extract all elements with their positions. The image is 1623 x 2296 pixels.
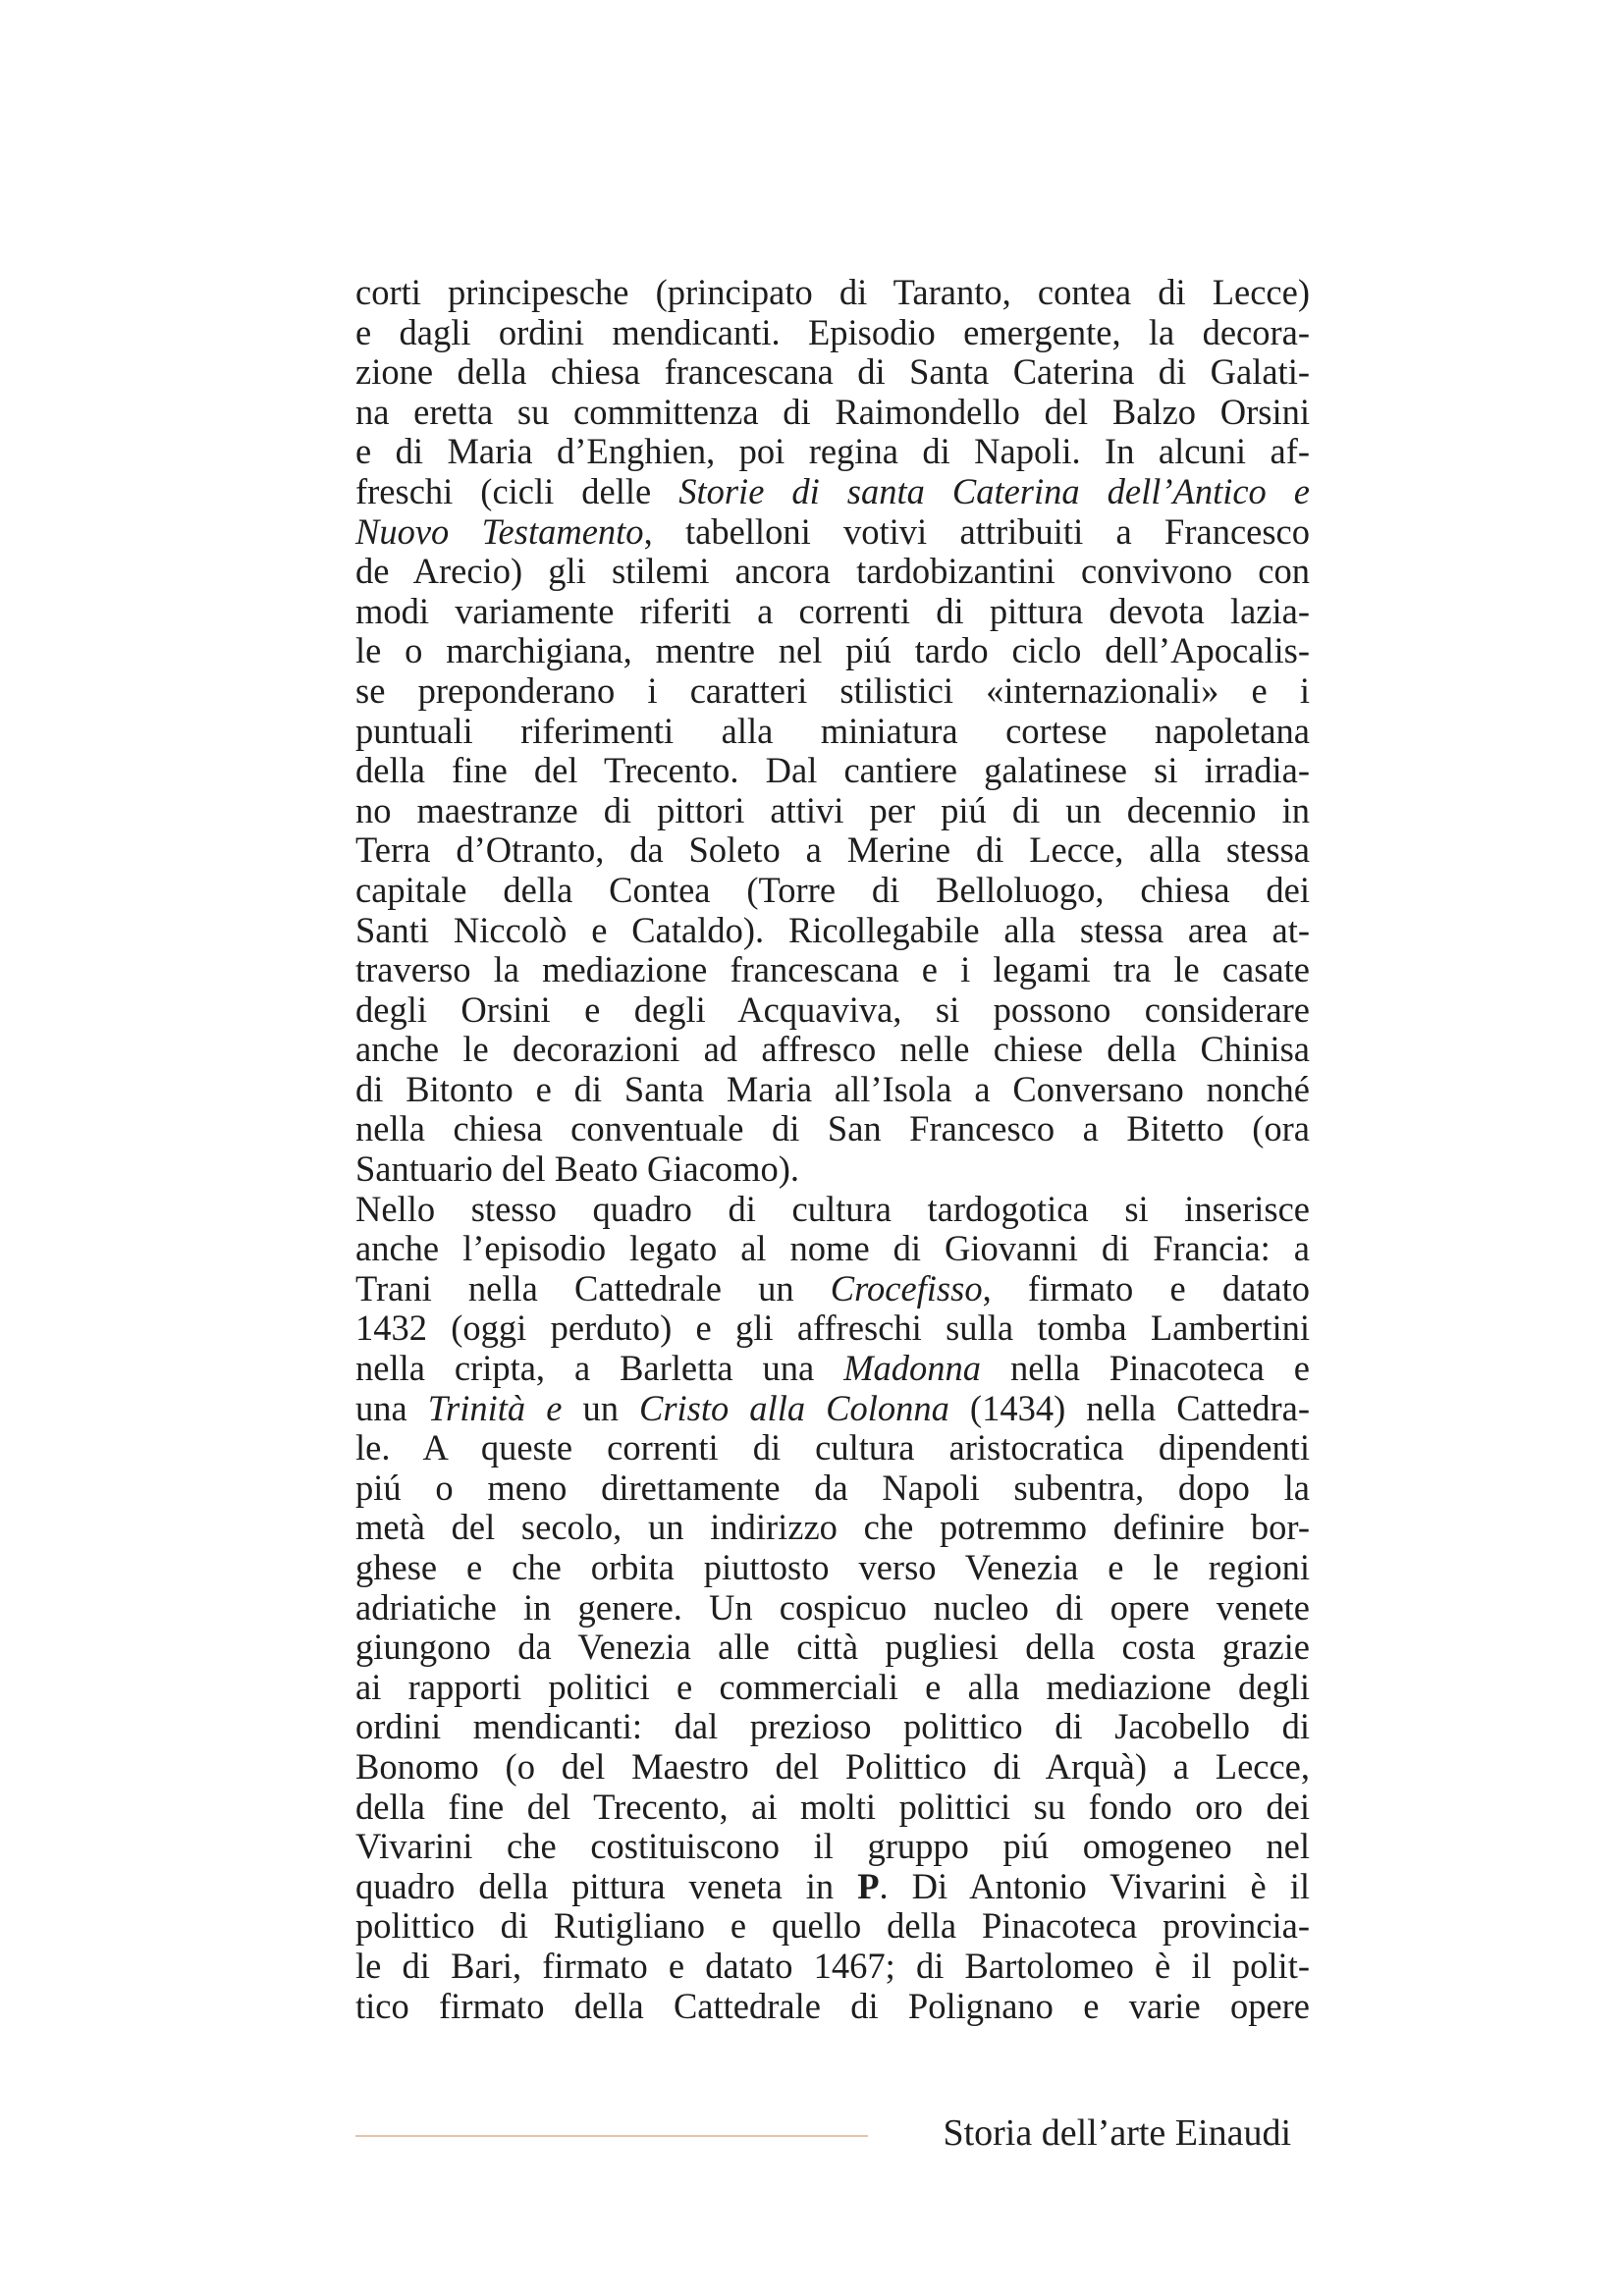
- text-line: [355, 1308, 1310, 1349]
- text-line: [355, 911, 1310, 951]
- text-run: degli Orsini e degli Acquaviva, si possono considerare: [355, 988, 1310, 1030]
- text-line: [355, 1109, 1310, 1149]
- text-run: . Di Antonio Vivarini è il: [879, 1865, 1310, 1906]
- text-run: un: [562, 1387, 639, 1428]
- text-line: [355, 712, 1310, 752]
- text-run: polittico di Rutigliano e quello della Pinacoteca provincia-: [355, 1905, 1310, 1947]
- text-line: [355, 1389, 1310, 1429]
- text-line: [355, 1867, 1310, 1907]
- text-run: Santuario del Beato Giacomo).: [355, 1148, 800, 1190]
- text-run: Nello stesso quadro di cultura tardogotica si inserisce: [355, 1188, 1310, 1229]
- text-run: Santi Niccolò e Cataldo). Ricollegabile alla stessa area at-: [355, 909, 1310, 950]
- text-line: [355, 1668, 1310, 1708]
- text-line: [355, 990, 1310, 1031]
- text-line: [355, 950, 1310, 990]
- text-run: adriatiche in genere. Un cospicuo nucleo di opere venete: [355, 1586, 1310, 1628]
- text-run: Vivarini che costituiscono il gruppo piú omogeneo nel: [355, 1826, 1310, 1867]
- text-run: se preponderano i caratteri stilistici «internazionali» e i: [355, 669, 1310, 711]
- italic-title: Madonna: [843, 1348, 982, 1389]
- text-run: Trani nella Cattedrale un: [355, 1267, 831, 1308]
- text-line: [355, 1906, 1310, 1947]
- text-line: [355, 1349, 1310, 1389]
- text-line: [355, 1149, 1310, 1190]
- text-line: [355, 1827, 1310, 1867]
- text-line: [355, 1070, 1310, 1110]
- text-run: piú o meno direttamente da Napoli subentra, dopo la: [355, 1467, 1310, 1508]
- text-run: nella chiesa conventuale di San Francesco a Bitetto (ora: [355, 1108, 1310, 1149]
- text-line: [355, 1229, 1310, 1269]
- text-run: le di Bari, firmato e datato 1467; di Bartolomeo è il polit-: [355, 1945, 1310, 1986]
- text-run: Terra d’Otranto, da Soleto a Merine di Lecce, alla stessa: [355, 829, 1310, 871]
- bold-abbreviation: P: [857, 1865, 880, 1906]
- footer-rule: [355, 2135, 868, 2137]
- text-run: puntuali riferimenti alla miniatura cortese napoletana: [355, 710, 1310, 751]
- text-line: [355, 1428, 1310, 1468]
- text-run: una: [355, 1387, 428, 1428]
- text-line: [355, 830, 1310, 871]
- text-run: na eretta su committenza di Raimondello del Balzo Orsini: [355, 391, 1310, 432]
- text-line: [355, 1987, 1310, 2027]
- text-line: [355, 1628, 1310, 1668]
- italic-title: Nuovo Testamento: [355, 510, 644, 552]
- text-line: [355, 432, 1310, 472]
- text-line: [355, 393, 1310, 433]
- text-run: le. A queste correnti di cultura aristocratica dipendenti: [355, 1427, 1310, 1468]
- text-line: [355, 512, 1310, 553]
- text-line: [355, 1508, 1310, 1548]
- text-line: [355, 671, 1310, 712]
- italic-title: Crocefisso: [830, 1267, 983, 1308]
- italic-title: Cristo alla Colonna: [638, 1387, 949, 1428]
- text-line: [355, 1747, 1310, 1788]
- text-line: [355, 871, 1310, 911]
- text-line: [355, 273, 1310, 313]
- text-run: della fine del Trecento. Dal cantiere galatinese si irradia-: [355, 750, 1310, 791]
- text-run: , tabelloni votivi attribuiti a Francesco: [643, 510, 1310, 552]
- text-run: anche le decorazioni ad affresco nelle chiese della Chinisa: [355, 1029, 1310, 1070]
- text-run: nella Pinacoteca e: [981, 1348, 1310, 1389]
- text-run: de Arecio) gli stilemi ancora tardobizantini convivono con: [355, 551, 1310, 592]
- text-line: [355, 1190, 1310, 1230]
- text-run: anche l’episodio legato al nome di Giovanni di Francia: a: [355, 1228, 1310, 1269]
- text-run: giungono da Venezia alle città pugliesi della costa grazie: [355, 1627, 1310, 1668]
- text-run: freschi (cicli delle: [355, 470, 679, 511]
- text-run: quadro della pittura veneta in: [355, 1865, 858, 1906]
- text-line: [355, 751, 1310, 791]
- text-line: [355, 313, 1310, 353]
- text-run: ghese e che orbita piuttosto verso Venezia e le regioni: [355, 1547, 1310, 1587]
- text-line: [355, 791, 1310, 831]
- text-line: [355, 1030, 1310, 1070]
- text-line: [355, 472, 1310, 512]
- text-line: [355, 552, 1310, 592]
- text-run: traverso la mediazione francescana e i legami tra le casate: [355, 949, 1310, 990]
- text-run: corti principesche (principato di Taranto, contea di Lecce): [355, 272, 1310, 312]
- text-run: 1432 (oggi perduto) e gli affreschi sulla tomba Lambertini: [355, 1308, 1310, 1349]
- body-text: [355, 273, 1310, 2026]
- footer-title: Storia dell’arte Einaudi: [943, 2112, 1291, 2154]
- text-run: della fine del Trecento, ai molti polittici su fondo oro dei: [355, 1786, 1310, 1827]
- text-line: [355, 1548, 1310, 1588]
- italic-title: Storie di santa Caterina dell’Antico e: [678, 470, 1310, 511]
- text-run: nella cripta, a Barletta una: [355, 1348, 844, 1389]
- text-line: [355, 1707, 1310, 1747]
- text-run: di Bitonto e di Santa Maria all’Isola a Conversano nonché: [355, 1068, 1310, 1109]
- text-run: zione della chiesa francescana di Santa Caterina di Galati-: [355, 351, 1310, 393]
- italic-title: Trinità e: [427, 1387, 563, 1428]
- text-run: le o marchigiana, mentre nel piú tardo ciclo dell’Apocalis-: [355, 630, 1310, 671]
- text-line: [355, 1947, 1310, 1987]
- text-line: [355, 352, 1310, 393]
- text-line: [355, 1468, 1310, 1509]
- text-run: capitale della Contea (Torre di Belloluogo, chiesa dei: [355, 869, 1310, 910]
- text-line: [355, 1588, 1310, 1629]
- text-run: modi variamente riferiti a correnti di pittura devota lazia-: [355, 590, 1310, 631]
- text-run: Bonomo (o del Maestro del Polittico di Arquà) a Lecce,: [355, 1745, 1310, 1787]
- text-run: tico firmato della Cattedrale di Polignano e varie opere: [355, 1985, 1310, 2026]
- text-line: [355, 1269, 1310, 1309]
- text-run: ai rapporti politici e commerciali e alla mediazione degli: [355, 1666, 1310, 1707]
- text-run: (1434) nella Cattedra-: [948, 1387, 1311, 1428]
- text-run: no maestranze di pittori attivi per piú di un decennio in: [355, 789, 1310, 830]
- text-line: [355, 631, 1310, 671]
- text-run: ordini mendicanti: dal prezioso polittico di Jacobello di: [355, 1706, 1310, 1747]
- text-run: , firmato e datato: [982, 1267, 1310, 1308]
- text-run: metà del secolo, un indirizzo che potremmo definire bor-: [355, 1507, 1310, 1548]
- text-line: [355, 592, 1310, 632]
- text-run: e di Maria d’Enghien, poi regina di Napoli. In alcuni af-: [355, 431, 1310, 472]
- text-run: e dagli ordini mendicanti. Episodio emergente, la decora-: [355, 311, 1310, 352]
- text-line: [355, 1788, 1310, 1828]
